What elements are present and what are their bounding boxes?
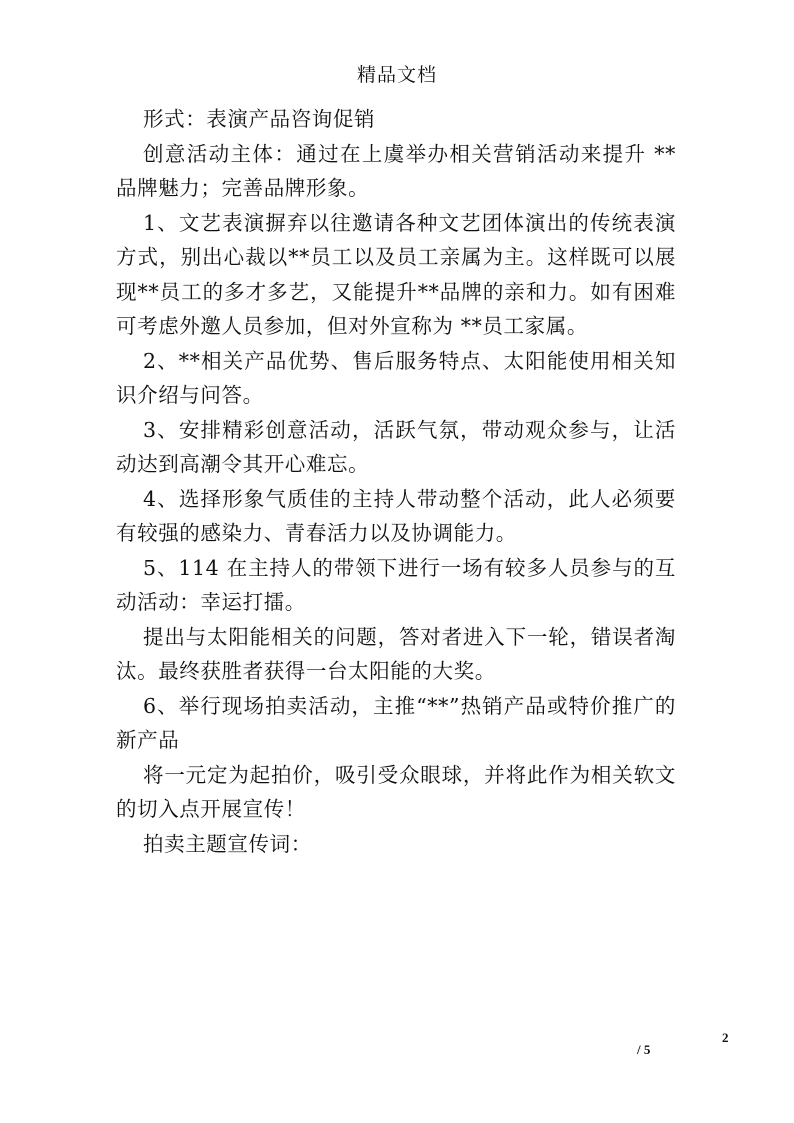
document-body bbox=[116, 102, 676, 861]
paragraph-item-3: 3、安排精彩创意活动，活跃气氛，带动观众参与，让活动达到高潮令其开心难忘。 bbox=[116, 417, 676, 476]
paragraph-quiz-rules: 提出与太阳能相关的问题，答对者进入下一轮，错误者淘汰。最终获胜者获得一台太阳能的大奖。 bbox=[116, 624, 676, 683]
paragraph-creative-theme: 创意活动主体：通过在上虞举办相关营销活动来提升 **品牌魅力；完善品牌形象。 bbox=[116, 141, 676, 200]
paragraph-form: 形式：表演产品咨询促销 bbox=[143, 107, 376, 131]
paragraph-item-1: 1、文艺表演摒弃以往邀请各种文艺团体演出的传统表演方式，别出心裁以**员工以及员工亲属为主。这样既可以展现**员工的多才多艺，又能提升**品牌的亲和力。如有困难可考虑外邀人员参加，但对外宣称为 **员工家属。 bbox=[116, 210, 676, 338]
page-total: / 5 bbox=[637, 1042, 651, 1057]
paragraph-item-6: 6、举行现场拍卖活动，主推“**”热销产品或特价推广的新产品 bbox=[116, 693, 676, 752]
paragraph-auction-price: 将一元定为起拍价，吸引受众眼球，并将此作为相关软文的切入点开展宣传！ bbox=[116, 762, 676, 821]
paragraph-item-4: 4、选择形象气质佳的主持人带动整个活动，此人必须要有较强的感染力、青春活力以及协调能力。 bbox=[116, 486, 676, 545]
paragraph-auction-slogan: 拍卖主题宣传词： bbox=[143, 831, 312, 856]
page-number: 2 bbox=[722, 1030, 729, 1045]
paragraph-item-2: 2、**相关产品优势、售后服务特点、太阳能使用相关知识介绍与问答。 bbox=[116, 348, 676, 407]
document-header-title: 精品文档 bbox=[356, 64, 437, 86]
paragraph-item-5: 5、114 在主持人的带领下进行一场有较多人员参与的互动活动：幸运打擂。 bbox=[116, 555, 676, 614]
